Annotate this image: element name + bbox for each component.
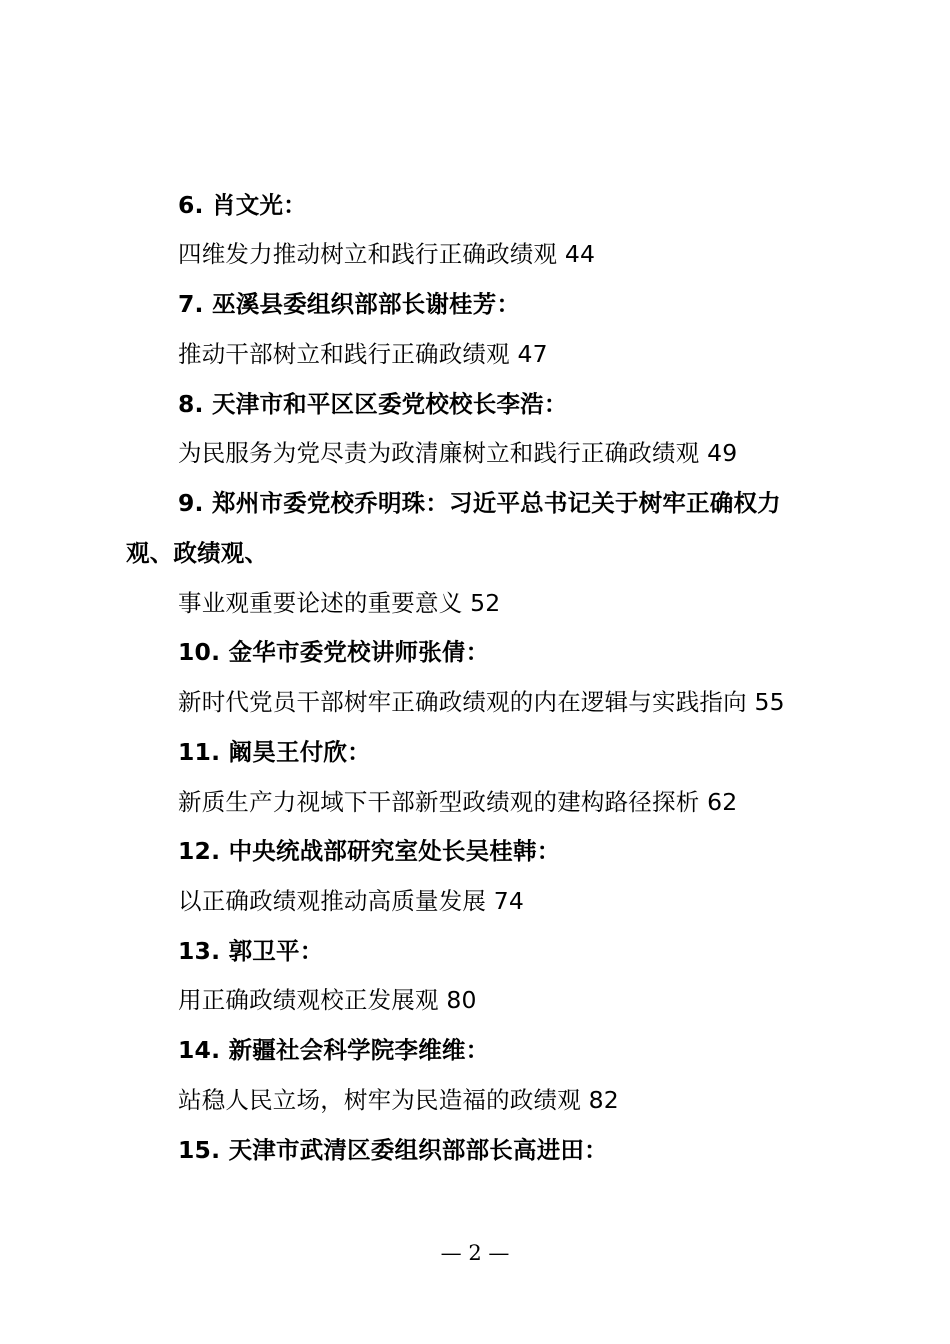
entry-12-title: 以正确政绩观推动高质量发展 74 <box>178 887 525 915</box>
page-number: — 2 — <box>440 1241 510 1265</box>
entry-14-heading: 14. 新疆社会科学院李维维： <box>178 1036 490 1064</box>
entry-15-heading: 15. 天津市武清区委组织部部长高进田： <box>178 1136 608 1164</box>
entry-13-title: 用正确政绩观校正发展观 80 <box>178 986 477 1014</box>
entry-10-title: 新时代党员干部树牢正确政绩观的内在逻辑与实践指向 55 <box>178 688 785 716</box>
entry-9-title: 事业观重要论述的重要意义 52 <box>178 589 501 617</box>
entry-11-heading: 11. 阚昊王付欣： <box>178 738 371 766</box>
entry-7-heading: 7. 巫溪县委组织部部长谢桂芳： <box>178 290 521 318</box>
entry-6-title: 四维发力推动树立和践行正确政绩观 44 <box>178 240 596 268</box>
entry-7-title: 推动干部树立和践行正确政绩观 47 <box>178 340 548 368</box>
entry-11-title: 新质生产力视域下干部新型政绩观的建构路径探析 62 <box>178 788 738 816</box>
entry-8-heading: 8. 天津市和平区区委党校校长李浩： <box>178 390 568 418</box>
entry-10-heading: 10. 金华市委党校讲师张倩： <box>178 638 490 666</box>
entry-13-heading: 13. 郭卫平： <box>178 937 324 965</box>
entry-14-title: 站稳人民立场，树牢为民造福的政绩观 82 <box>178 1086 619 1114</box>
entry-9-heading: 9. 郑州市委党校乔明珠：习近平总书记关于树牢正确权力 <box>178 489 781 517</box>
entry-9-heading-continued: 观、政绩观、 <box>126 539 269 567</box>
entry-12-heading: 12. 中央统战部研究室处长吴桂韩： <box>178 837 561 865</box>
entry-6-heading: 6. 肖文光： <box>178 191 307 219</box>
entry-8-title: 为民服务为党尽责为政清廉树立和践行正确政绩观 49 <box>178 439 738 467</box>
